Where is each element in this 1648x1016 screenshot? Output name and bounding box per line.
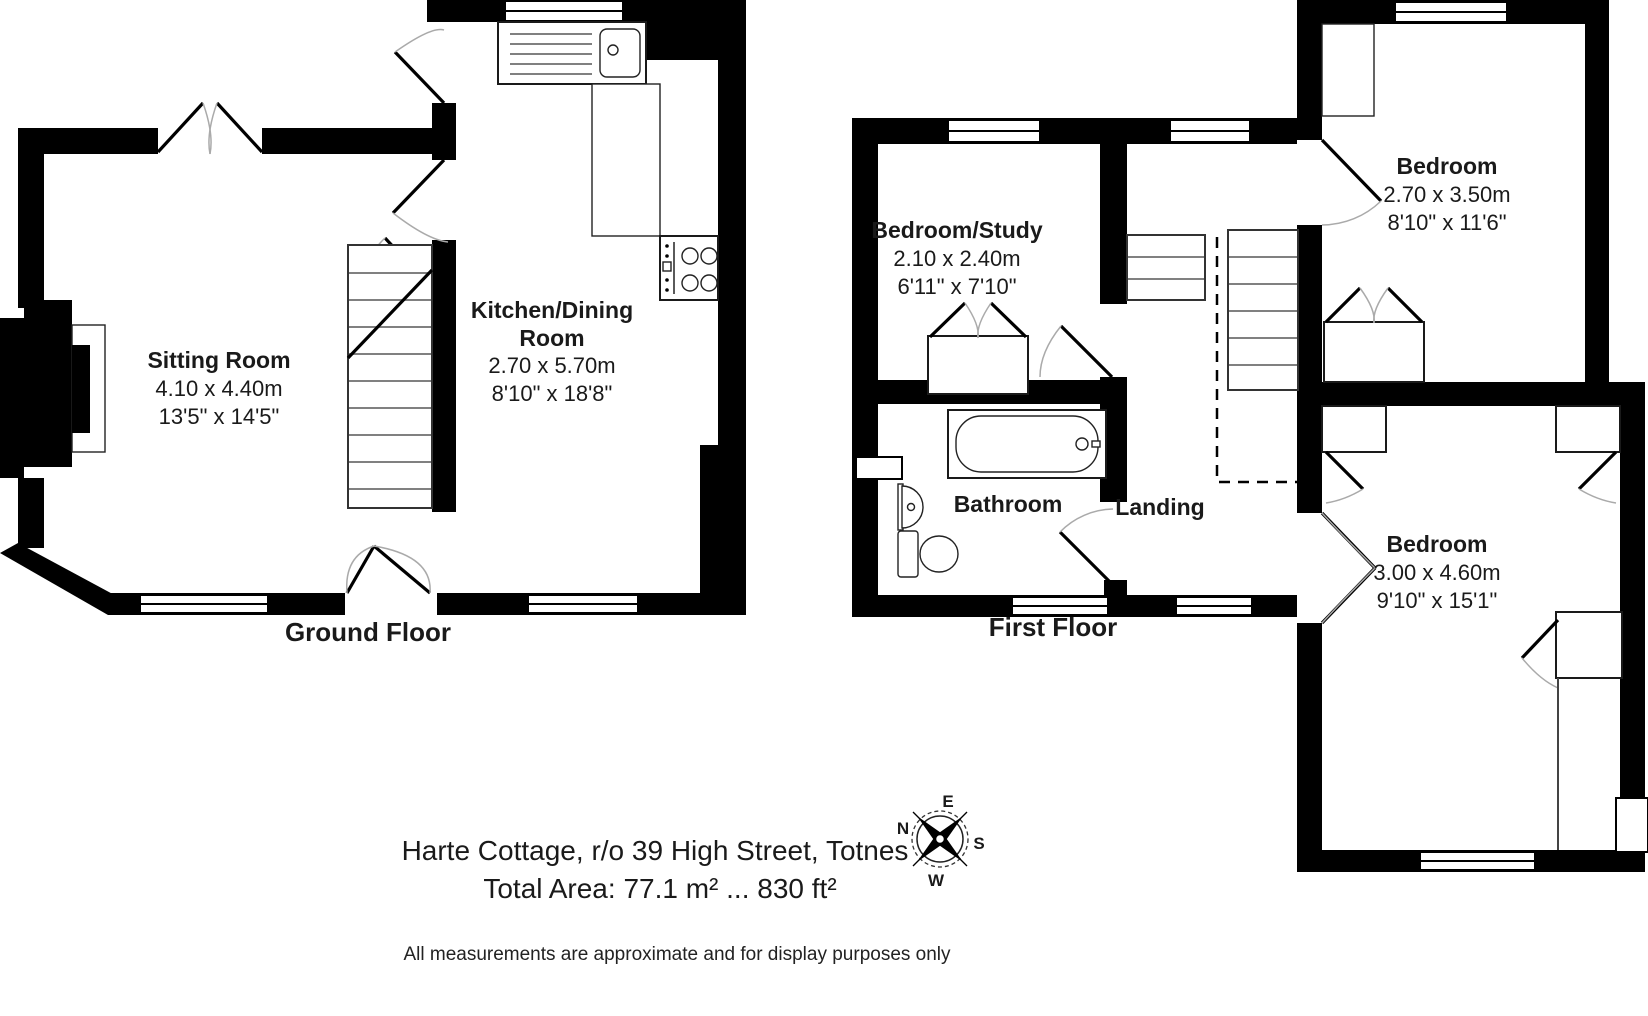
sitting-room-label: Sitting Room	[147, 347, 291, 373]
wall-segment	[1297, 382, 1645, 406]
back-bedroom-closet-mid	[1522, 612, 1622, 850]
kitchen-top-window	[505, 1, 623, 21]
front-bedroom-dim-ft: 8'10" x 11'6"	[1387, 210, 1507, 235]
front-bedroom-label: Bedroom	[1396, 153, 1498, 179]
wall-segment	[1297, 623, 1322, 850]
fireplace-inner	[72, 345, 90, 433]
burner	[682, 248, 698, 264]
back-bedroom-doors	[1322, 513, 1375, 623]
address-line: Harte Cottage, r/o 39 High Street, Totnes	[401, 835, 909, 866]
compass-label-s: S	[973, 834, 985, 853]
back-bedroom-closet-left	[1322, 406, 1386, 503]
front-bedroom-recess	[1322, 24, 1374, 116]
wall-segment	[18, 128, 158, 154]
chimney-breast	[24, 300, 72, 467]
back-bedroom-closet-right	[1556, 406, 1620, 503]
back-bedroom-dim-m: 3.00 x 4.60m	[1373, 560, 1501, 585]
wall-segment	[852, 118, 878, 617]
kitchen-dim-m: 2.70 x 5.70m	[488, 353, 616, 378]
sink-drain	[608, 45, 618, 55]
kitchen-dim-ft: 8'10" x 18'8"	[491, 381, 613, 406]
burner	[682, 275, 698, 291]
front-bedroom-door	[1322, 140, 1381, 225]
compass-rose	[897, 792, 985, 890]
sitting-room-window	[140, 595, 268, 613]
bathroom-door	[1060, 509, 1113, 585]
back-bedroom-dim-ft: 9'10" x 15'1"	[1376, 588, 1498, 613]
study-label: Bedroom/Study	[871, 217, 1043, 243]
study-door	[1040, 326, 1112, 377]
wall-segment	[432, 103, 456, 160]
wall-chamfer	[0, 543, 120, 615]
sitting-room-dim-m: 4.10 x 4.40m	[155, 376, 283, 401]
french-doors	[158, 103, 262, 154]
staircase-ground	[348, 245, 432, 508]
wall-recess	[856, 457, 902, 479]
wall-segment	[1585, 0, 1609, 406]
wall-segment	[0, 318, 24, 478]
wall-segment	[1297, 0, 1322, 140]
compass-hub	[936, 835, 945, 844]
worktop	[592, 84, 660, 236]
total-area-line: Total Area: 77.1 m² ... 830 ft²	[483, 873, 837, 904]
wall-recess	[1616, 798, 1648, 852]
sitting-room-dim-ft: 13'5" x 14'5"	[158, 404, 280, 429]
front-bedroom-dim-m: 2.70 x 3.50m	[1383, 182, 1511, 207]
front-bedroom-wardrobe	[1324, 288, 1424, 382]
fireplace	[72, 325, 105, 452]
back-bedroom-window	[1420, 852, 1535, 870]
wall-segment	[1297, 405, 1322, 513]
burner	[701, 275, 717, 291]
compass-label-w: W	[927, 871, 945, 890]
burner	[701, 248, 717, 264]
basin	[898, 484, 923, 530]
staircase-first	[1127, 230, 1298, 482]
bathtub	[948, 410, 1106, 478]
back-bedroom-label: Bedroom	[1386, 531, 1488, 557]
bathroom-label: Bathroom	[953, 491, 1063, 517]
wall-segment	[700, 445, 746, 615]
wall-segment	[18, 128, 44, 308]
kitchen-bottom-window	[528, 595, 638, 613]
study-dim-ft: 6'11" x 7'10"	[897, 274, 1017, 299]
compass-label-e: E	[942, 792, 954, 811]
bath-drain	[1076, 438, 1088, 450]
wall-segment	[1100, 140, 1127, 304]
landing-bottom-window	[1176, 597, 1252, 615]
wall-segment	[718, 0, 746, 445]
wall-segment	[262, 128, 432, 154]
kitchen-label: Kitchen/Dining	[470, 297, 634, 323]
bath-tap	[1092, 441, 1100, 447]
front-door	[347, 546, 430, 593]
front-bedroom-window	[1395, 2, 1507, 22]
wall-segment	[18, 478, 44, 548]
ground-floor-title: Ground Floor	[284, 617, 452, 647]
kitchen-sink-unit	[498, 22, 646, 84]
landing-label: Landing	[1115, 494, 1205, 520]
footer	[402, 835, 951, 965]
first-floor-plan	[852, 0, 1648, 872]
study-wardrobe	[928, 303, 1028, 394]
wall-segment	[432, 240, 456, 512]
first-floor-title: First Floor	[988, 612, 1118, 642]
study-dim-m: 2.10 x 2.40m	[893, 246, 1021, 271]
landing-top-window	[1170, 120, 1250, 142]
study-window	[948, 120, 1040, 142]
toilet	[898, 531, 958, 577]
hob	[660, 236, 718, 300]
disclaimer-line: All measurements are approximate and for display purposes only	[403, 944, 951, 965]
kitchen-label-2: Room	[519, 325, 585, 351]
sink-basin	[600, 29, 640, 77]
ground-floor-plan	[0, 0, 746, 647]
wall-segment	[1297, 225, 1322, 405]
compass-label-n: N	[896, 819, 910, 838]
